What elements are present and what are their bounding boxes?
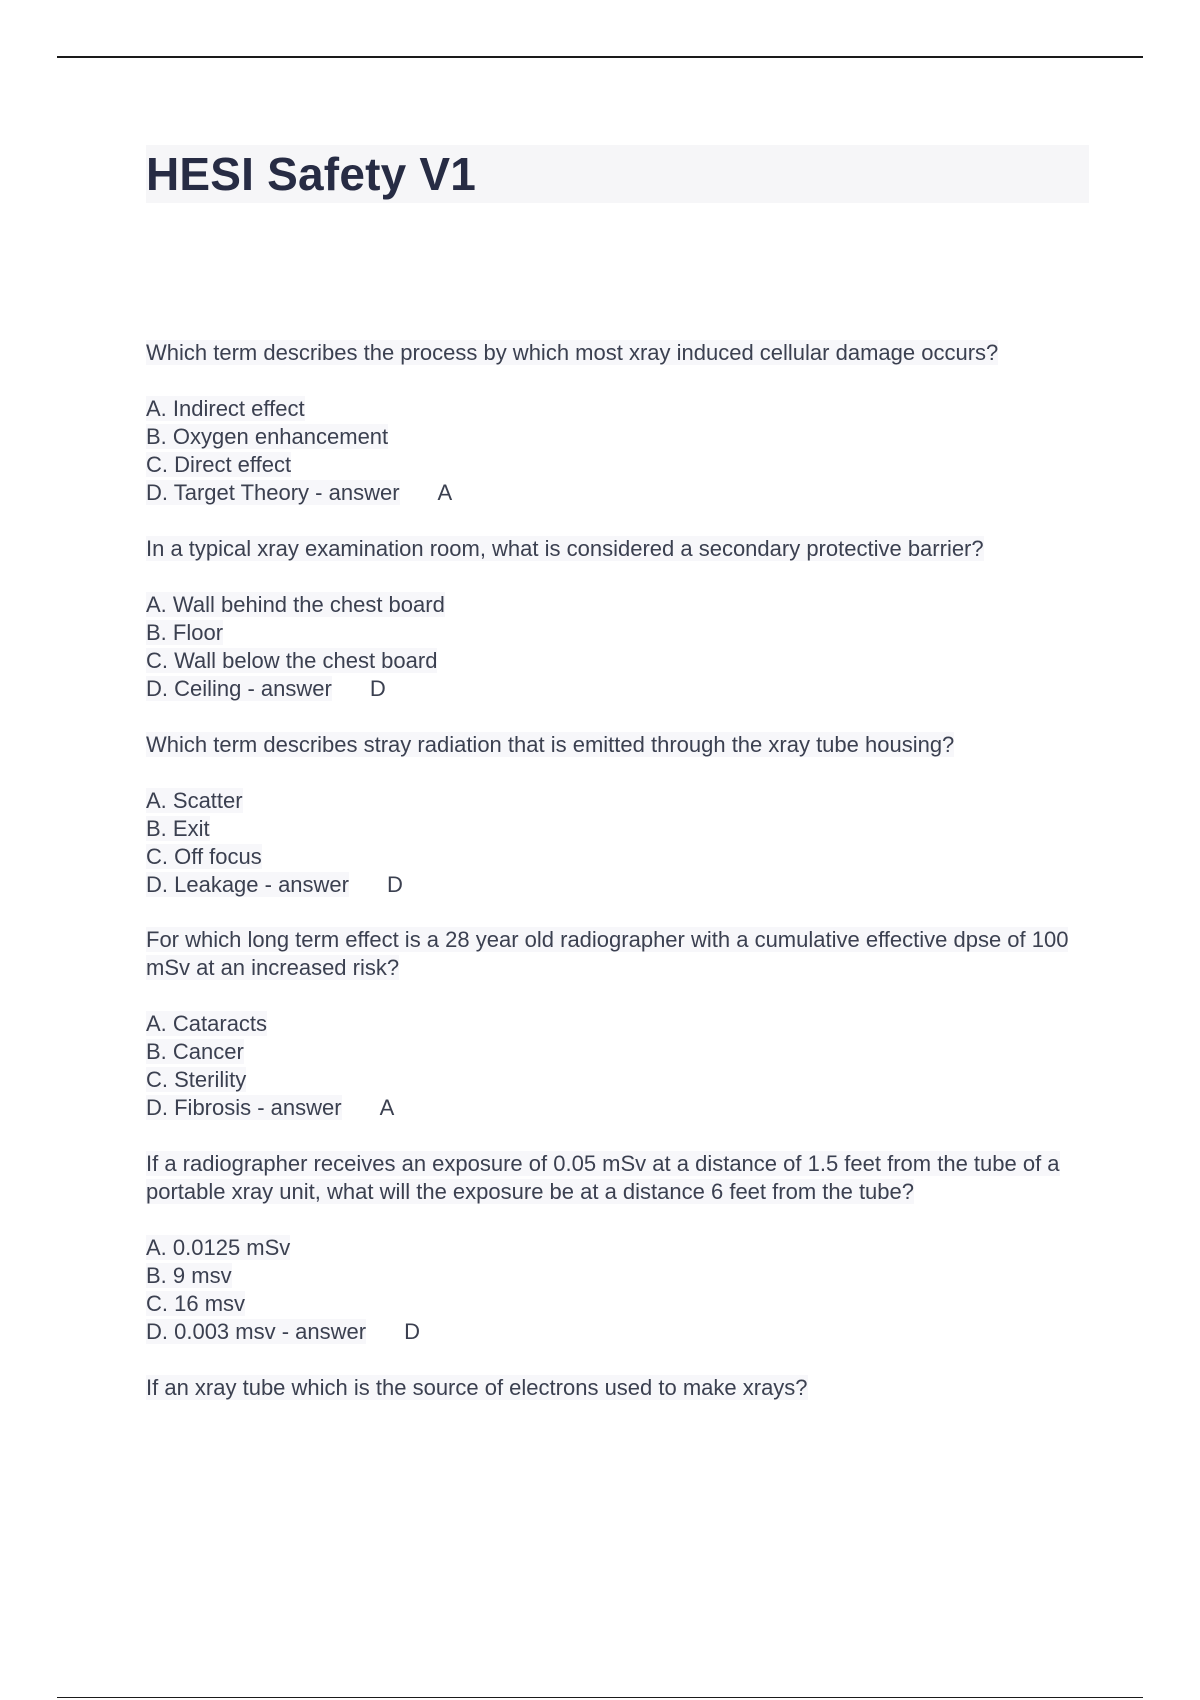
options-list [146, 787, 1106, 899]
option-a: A. Wall behind the chest board [146, 592, 445, 617]
question-block [146, 339, 1106, 507]
option-b: B. Floor [146, 620, 224, 645]
question-text: Which term describes the process by which most xray induced cellular damage occurs? [146, 340, 999, 365]
option-d: D. 0.003 msv - answer D [146, 1319, 420, 1344]
question-block [146, 1374, 1106, 1402]
option-d: D. Ceiling - answer D [146, 676, 386, 701]
question-block [146, 535, 1106, 703]
option-b: B. Cancer [146, 1039, 244, 1064]
options-list [146, 395, 1106, 507]
question-text: If a radiographer receives an exposure of 0.05 mSv at a distance of 1.5 feet from the tube of a portable xray unit, what will the exposure be at a distance 6 feet from the tube? [146, 1151, 1060, 1204]
options-list [146, 591, 1106, 703]
option-c: C. Off focus [146, 844, 262, 869]
answer-letter: A [437, 480, 453, 505]
answer-letter: D [387, 872, 403, 897]
option-d: D. Leakage - answer D [146, 872, 403, 897]
option-d: D. Target Theory - answer A [146, 480, 453, 505]
question-list [146, 339, 1106, 1430]
bottom-rule [57, 1697, 1143, 1698]
answer-letter: D [404, 1319, 420, 1344]
answer-letter: A [379, 1095, 395, 1120]
options-list [146, 1234, 1106, 1346]
question-text: If an xray tube which is the source of electrons used to make xrays? [146, 1375, 808, 1400]
answer-letter: D [369, 676, 386, 701]
option-a: A. Indirect effect [146, 396, 305, 421]
top-rule [57, 56, 1143, 58]
option-b: B. Exit [146, 816, 210, 841]
option-a: A. 0.0125 mSv [146, 1235, 291, 1260]
option-d: D. Fibrosis - answer A [146, 1095, 395, 1120]
question-text: For which long term effect is a 28 year old radiographer with a cumulative effective dpse of 100 mSv at an increased risk? [146, 927, 1069, 980]
option-b: B. Oxygen enhancement [146, 424, 389, 449]
question-block [146, 731, 1106, 899]
question-text: In a typical xray examination room, what is considered a secondary protective barrier? [146, 536, 984, 561]
option-a: A. Cataracts [146, 1011, 268, 1036]
question-block [146, 926, 1106, 1122]
option-c: C. Sterility [146, 1067, 247, 1092]
option-c: C. Direct effect [146, 452, 292, 477]
question-text: Which term describes stray radiation that is emitted through the xray tube housing? [146, 732, 955, 757]
document-title: HESI Safety V1 [146, 148, 477, 200]
option-b: B. 9 msv [146, 1263, 232, 1288]
option-a: A. Scatter [146, 788, 243, 813]
option-c: C. 16 msv [146, 1291, 246, 1316]
option-c: C. Wall below the chest board [146, 648, 438, 673]
question-block [146, 1150, 1106, 1346]
options-list [146, 1010, 1106, 1122]
